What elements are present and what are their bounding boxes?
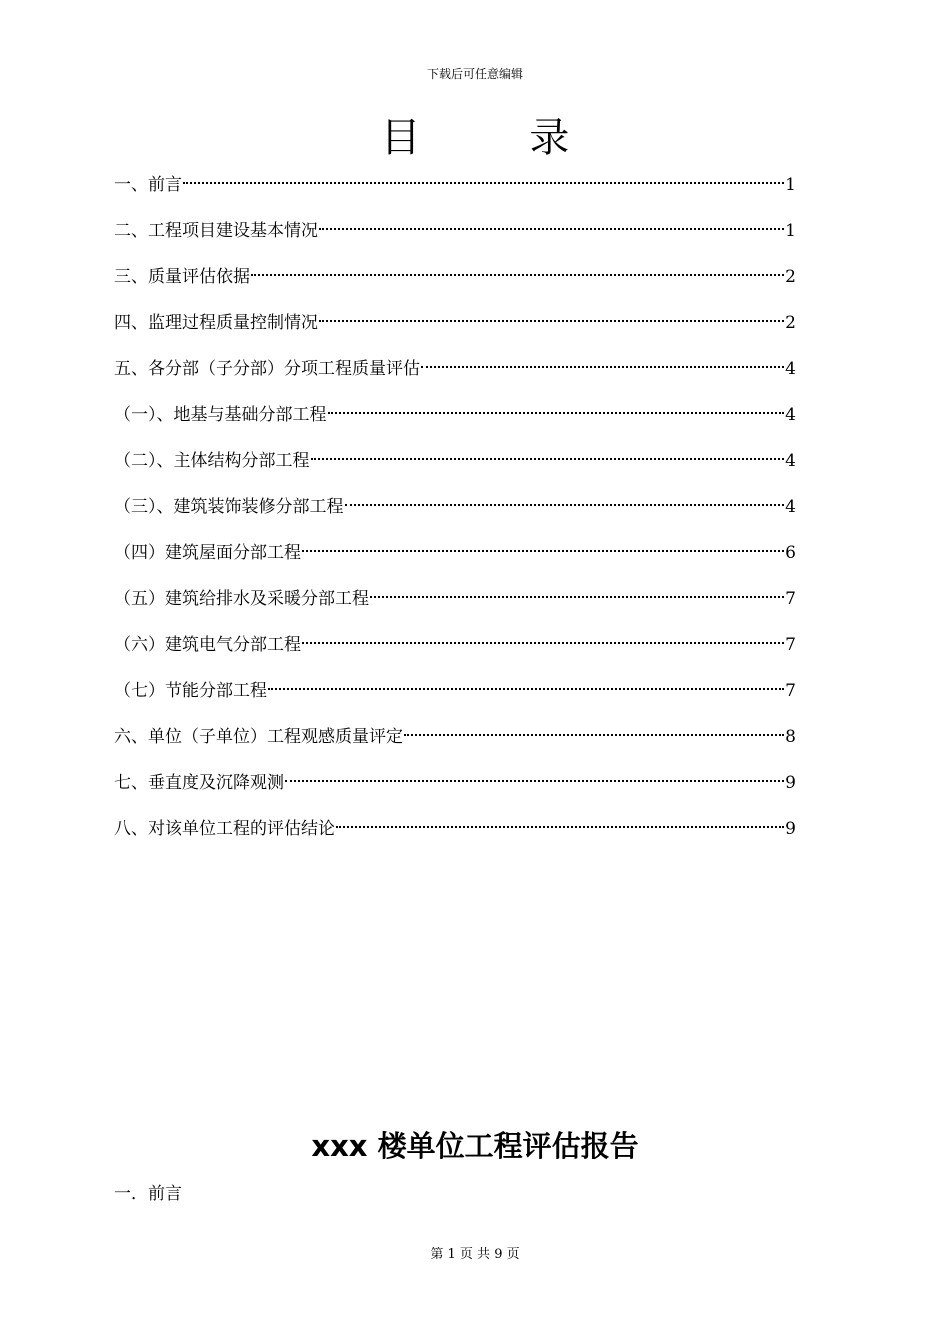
toc-entry[interactable]: [114, 768, 796, 814]
toc-entry-page: 8: [785, 727, 796, 747]
toc-leader-dots: [328, 412, 785, 414]
toc-title: 目 录: [380, 115, 618, 161]
toc-entry-label: 五、各分部（子分部）分项工程质量评估: [114, 359, 420, 379]
toc-entry-page: 2: [785, 267, 796, 287]
toc-entry-page: 4: [785, 405, 796, 425]
toc-leader-dots: [336, 826, 784, 828]
toc-leader-dots: [251, 274, 784, 276]
toc-entry-label: 二、工程项目建设基本情况: [114, 221, 318, 241]
toc-entry-label: （六）建筑电气分部工程: [114, 635, 301, 655]
toc-entry-page: 4: [785, 359, 796, 379]
toc-leader-dots: [311, 458, 785, 460]
toc-leader-dots: [319, 228, 784, 230]
page-footer-page-number: 第 1 页 共 9 页: [430, 1247, 520, 1262]
toc-entry-page: 7: [785, 681, 796, 701]
section-heading-preface: 一．前言: [114, 1184, 182, 1204]
toc-entry-label: （七）节能分部工程: [114, 681, 267, 701]
toc-entry-label: 六、单位（子单位）工程观感质量评定: [114, 727, 403, 747]
toc-leader-dots: [404, 734, 784, 736]
toc-entry-page: 4: [785, 451, 796, 471]
toc-entry-label: 四、监理过程质量控制情况: [114, 313, 318, 333]
toc-leader-dots: [421, 366, 784, 368]
toc-leader-dots: [370, 596, 784, 598]
toc-entry-label: （一）、地基与基础分部工程: [114, 405, 327, 425]
toc-entry[interactable]: [114, 400, 796, 446]
toc-entry[interactable]: [114, 538, 796, 584]
toc-entry[interactable]: [114, 354, 796, 400]
toc-entry-page: 7: [785, 589, 796, 609]
toc-entry[interactable]: [114, 308, 796, 354]
report-title: xxx 楼单位工程评估报告: [311, 1129, 639, 1163]
toc-leader-dots: [268, 688, 784, 690]
toc-leader-dots: [302, 642, 784, 644]
toc-entry[interactable]: [114, 492, 796, 538]
toc-entry[interactable]: [114, 584, 796, 630]
toc-entry-label: （二）、主体结构分部工程: [114, 451, 310, 471]
toc-entry-page: 7: [785, 635, 796, 655]
toc-entry[interactable]: [114, 722, 796, 768]
toc-entry[interactable]: [114, 676, 796, 722]
toc-entry[interactable]: [114, 262, 796, 308]
toc-entry-page: 1: [785, 221, 796, 241]
toc-entry-page: 1: [785, 175, 796, 195]
toc-leader-dots: [183, 182, 784, 184]
toc-entry-label: （四）建筑屋面分部工程: [114, 543, 301, 563]
toc-entry-page: 9: [785, 819, 796, 839]
toc-entry-label: 一、前言: [114, 175, 182, 195]
toc-leader-dots: [319, 320, 784, 322]
toc-entry-page: 2: [785, 313, 796, 333]
table-of-contents: [114, 170, 796, 860]
toc-entry-label: 三、质量评估依据: [114, 267, 250, 287]
toc-entry-page: 9: [785, 773, 796, 793]
toc-entry-page: 4: [785, 497, 796, 517]
toc-leader-dots: [345, 504, 785, 506]
toc-entry-label: （三）、建筑装饰装修分部工程: [114, 497, 344, 517]
toc-entry[interactable]: [114, 446, 796, 492]
toc-entry[interactable]: [114, 814, 796, 860]
toc-entry[interactable]: [114, 216, 796, 262]
toc-entry-label: （五）建筑给排水及采暖分部工程: [114, 589, 369, 609]
toc-entry-label: 七、垂直度及沉降观测: [114, 773, 284, 793]
toc-entry-label: 八、对该单位工程的评估结论: [114, 819, 335, 839]
toc-entry[interactable]: [114, 630, 796, 676]
page-header-note: 下载后可任意编辑: [426, 67, 523, 81]
toc-leader-dots: [285, 780, 784, 782]
toc-entry[interactable]: [114, 170, 796, 216]
toc-leader-dots: [302, 550, 784, 552]
toc-entry-page: 6: [785, 543, 796, 563]
